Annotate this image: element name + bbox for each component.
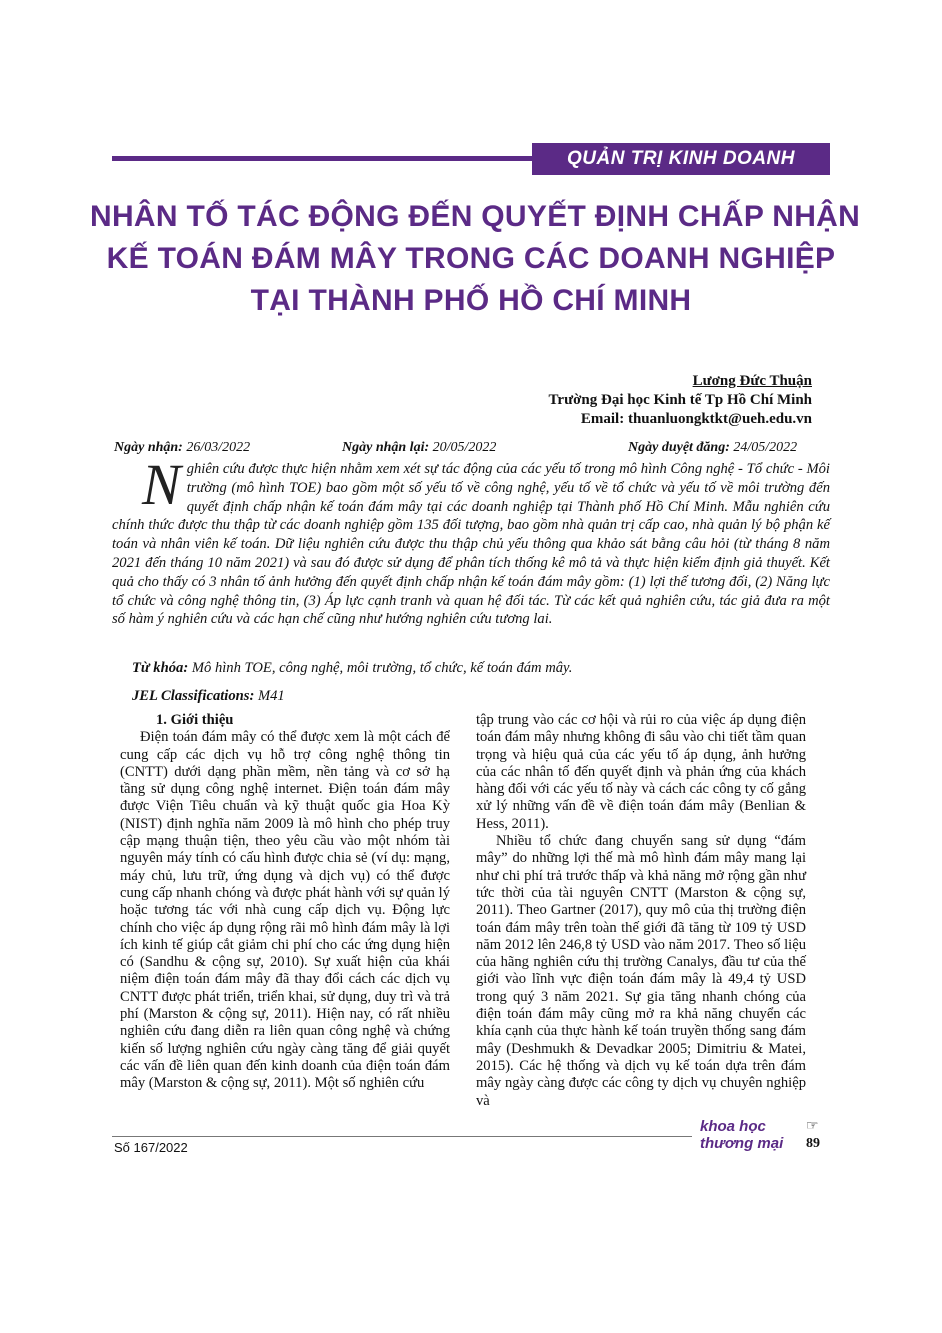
body-paragraph: Điện toán đám mây có thể được xem là một cách để cung cấp các dịch vụ hỗ trợ công nghệ thông tin (CNTT) dưới dạng phần mềm, nền tảng và cơ sở hạ tầng sử dụng công nghệ internet. Điện toán đám mây được Viện Tiêu chuẩn và kỹ thuật quốc gia Hoa Kỳ (NIST) định nghĩa năm 2009 là mô hình cho phép truy cập mạng thuận tiện, theo yêu cầu vào một nhóm tài nguyên máy tính có cấu hình được chia sẻ (ví dụ: mạng, máy chủ, lưu trữ, ứng dụng và dịch vụ) có thể được cung cấp nhanh chóng và được phát hành với sự quản lý hoặc tương tác với nhà cung cấp dịch vụ. Động lực chính cho việc áp dụng rộng rãi mô hình đám mây là lợi ích kinh tế giúp cắt giảm chi phí cho các ứng dụng hiện có (Sandhu & cộng sự, 2010). Sự xuất hiện của khái niệm điện toán đám mây đã thay đổi cách các dịch vụ CNTT được phát triển, triển khai, sử dụng, duy trì và trả phí (Marston & cộng sự, 2011). Hiện nay, có rất nhiều nghiên cứu đang diễn ra liên quan công nghệ và chứng kiến số lượng nghiên cứu ngày càng tăng để giải quyết các vấn đề liên quan đến kinh doanh của điện toán đám mây (Marston & cộng sự, 2011). Một số nghiên cứu (120, 729, 450, 1092)
body-paragraph: tập trung vào các cơ hội và rủi ro của việc áp dụng điện toán đám mây nhưng không đi sâu vào chi tiết tầm quan trọng và hiệu quả của các yếu tố áp dụng, ảnh hưởng của các nhân tố đến quyết định và phản ứng của khách hàng đối với các yếu tố này và cách các công ty cố gắng xử lý những vấn đề về điện toán đám mây (Benlian & Hess, 2011). (476, 712, 806, 832)
footer-rule (112, 1136, 692, 1137)
issue-number: Số 167/2022 (114, 1140, 188, 1155)
date-revised-label: Ngày nhận lại: (342, 440, 430, 455)
jel-text: M41 (257, 688, 285, 704)
date-revised-value: 20/05/2022 (432, 440, 497, 455)
abstract (112, 452, 830, 629)
title-line-2: KẾ TOÁN ĐÁM MÂY TRONG CÁC DOANH NGHIỆP (106, 242, 836, 275)
date-accepted-label: Ngày duyệt đăng: (628, 440, 730, 455)
abstract-text: ghiên cứu được thực hiện nhằm xem xét sự tác động của các yếu tố trong mô hình Công nghệ - Tổ chức - Môi trường (mô hình TOE) bao gồm một số yếu tố về công nghệ, yếu tố về tổ chức và yếu tố về môi trường đến quyết định chấp nhận kế toán đám mây tại các doanh nghiệp tại Thành phố Hồ Chí Minh. Mẫu nghiên cứu chính thức được thu thập từ các doanh nghiệp gồm 135 đối tượng, bao gồm nhà quản trị cấp cao, nhà quản lý bộ phận kế toán và nhân viên kế toán. Dữ liệu nghiên cứu được thu thập chủ yếu thông qua khảo sát bằng câu hỏi (từ tháng 8 năm 2021 đến tháng 10 năm 2021) và sau đó được sử dụng để phân tích thống kê mô tả và thực hiện kiểm định giả thuyết. Kết quả cho thấy có 3 nhân tố ảnh hưởng đến quyết định chấp nhận kế toán đám mây gồm: (1) lợi thế tương đối, (2) Năng lực tổ chức và công nghệ thông tin, (3) Áp lực cạnh tranh và quan hệ đối tác. Từ các kết quả nghiên cứu, tác giả đưa ra một số hàm ý nghiên cứu và các hạn chế cũng như hướng nghiên cứu tương lai. (112, 461, 830, 628)
date-accepted-value: 24/05/2022 (733, 440, 798, 455)
journal-logo-line-1: khoa học (700, 1118, 766, 1135)
keywords-text: Mô hình TOE, công nghệ, môi trường, tổ chức, kế toán đám mây. (191, 660, 573, 676)
title-line-1: NHÂN TỐ TÁC ĐỘNG ĐẾN QUYẾT ĐỊNH CHẤP NHẬN (90, 200, 861, 233)
jel-classifications (132, 688, 285, 705)
author-block (420, 372, 812, 429)
date-received-value: 26/03/2022 (186, 440, 251, 455)
date-received-label: Ngày nhận: (114, 440, 183, 455)
journal-logo (700, 1118, 783, 1152)
journal-logo-line-2: thương mại (700, 1135, 784, 1152)
section-tag: QUẢN TRỊ KINH DOANH (532, 143, 830, 175)
abstract-dropcap: N (142, 452, 181, 517)
author-affiliation: Trường Đại học Kinh tế Tp Hồ Chí Minh (548, 392, 812, 408)
body-column-left (120, 712, 450, 1093)
date-revised (342, 440, 496, 456)
keywords-label: Từ khóa: (132, 660, 189, 676)
article-title (90, 196, 861, 322)
header-rule (112, 156, 532, 161)
pointing-hand-icon: ☞ (806, 1119, 819, 1134)
section-heading: 1. Giới thiệu (156, 712, 234, 728)
author-name: Lương Đức Thuận (692, 373, 812, 389)
page-number: 89 (806, 1136, 820, 1151)
date-accepted (628, 440, 797, 456)
author-email: Email: thuanluongktkt@ueh.edu.vn (580, 411, 812, 427)
title-line-3: TẠI THÀNH PHỐ HỒ CHÍ MINH (250, 284, 692, 317)
date-received (114, 440, 250, 456)
body-paragraph: Nhiều tổ chức đang chuyển sang sử dụng “đám mây” do những lợi thế mà mô hình đám mây mang lại như chi phí trả trước thấp và khả năng mở rộng gần như tức thời của tài nguyên CNTT (Marston & cộng sự, 2011). Theo Gartner (2017), quy mô của thị trường điện toán đám mây trên toàn thế giới đã tăng từ 109 tỷ USD năm 2012 lên 246,8 tỷ USD vào năm 2017. Theo số liệu của hãng nghiên cứu thị trường Canalys, đầu tư của thế giới vào lĩnh vực điện toán đám mây là 49,4 tỷ USD trong quý 3 năm 2021. Sự gia tăng nhanh chóng của điện toán đám mây cũng mở ra khả năng chuyển các khía cạnh của thực hành kế toán truyền thống sang đám mây (Deshmukh & Devadkar 2005; Dimitriu & Matei, 2015). Các hệ thống và dịch vụ kế toán dựa trên đám mây ngày càng được các công ty dịch vụ chuyên nghiệp và (476, 833, 806, 1109)
jel-label: JEL Classifications: (132, 688, 255, 704)
body-column-right (476, 712, 806, 1110)
keywords (132, 660, 572, 677)
